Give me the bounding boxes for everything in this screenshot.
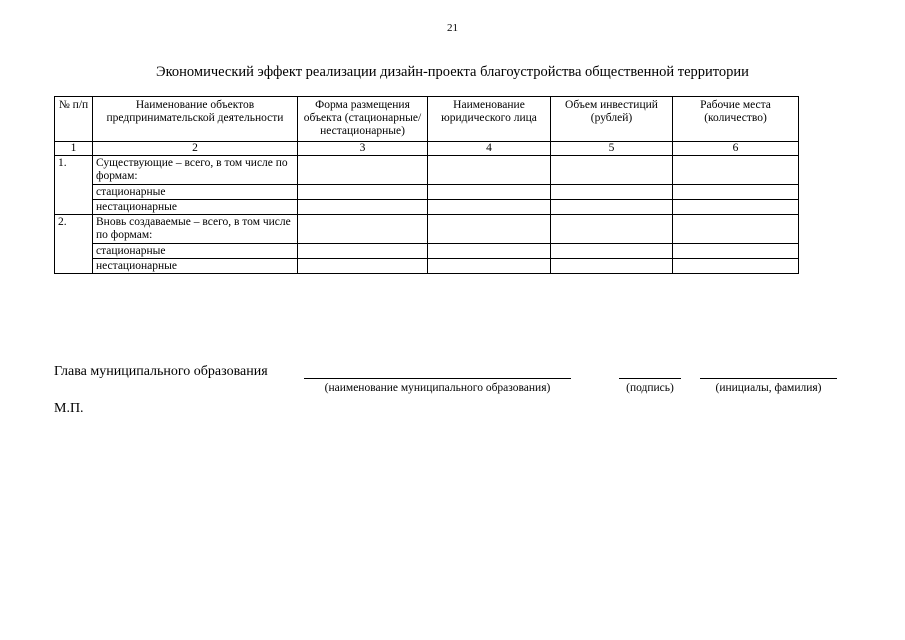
row-label: стационарные [93,244,298,259]
row-label: Существующие – всего, в том числе по формам: [93,156,298,185]
table-cell [551,185,673,200]
table-cell [298,156,428,185]
table-cell [428,244,551,259]
table-cell [428,200,551,215]
column-number: 2 [93,142,298,156]
table-cell [428,185,551,200]
row-index: 1. [55,156,93,215]
name-signature-line [700,378,837,379]
page-number: 21 [447,22,458,34]
table-cell [428,215,551,244]
row-label: Вновь создаваемые – всего, в том числе по формам: [93,215,298,244]
table-cell [551,244,673,259]
table-cell [551,215,673,244]
municipality-caption: (наименование муниципального образования) [324,382,551,394]
economic-effect-table [54,96,799,274]
table-cell [298,259,428,274]
signature-caption: (подпись) [626,382,674,394]
row-label: стационарные [93,185,298,200]
header-number: № п/п [55,97,93,142]
table-cell [673,200,799,215]
table-cell [673,259,799,274]
row-label: нестационарные [93,259,298,274]
column-number-row [55,142,799,156]
table-cell [298,200,428,215]
table-cell [673,215,799,244]
table-cell [298,185,428,200]
signature-line [619,378,681,379]
table-cell [673,185,799,200]
table-cell [428,156,551,185]
table-cell [551,156,673,185]
table-cell [428,259,551,274]
table-row [55,185,799,200]
table-cell [551,259,673,274]
column-number: 3 [298,142,428,156]
name-caption: (инициалы, фамилия) [715,382,822,394]
table-row [55,156,799,185]
signatory-label: Глава муниципального образования [54,364,268,379]
table-cell [551,200,673,215]
table-row [55,200,799,215]
row-label: нестационарные [93,200,298,215]
header-object-name: Наименование объектов предпринимательской деятельности [93,97,298,142]
column-number: 6 [673,142,799,156]
table-cell [673,244,799,259]
table-cell [673,156,799,185]
table-row [55,215,799,244]
header-investment: Объем инвестиций (рублей) [551,97,673,142]
header-placement-form: Форма размещения объекта (стационарные/ нестационарные) [298,97,428,142]
table-row [55,244,799,259]
table-cell [298,244,428,259]
column-number: 5 [551,142,673,156]
row-index: 2. [55,215,93,274]
table-row [55,259,799,274]
table-header-row [55,97,799,142]
column-number: 4 [428,142,551,156]
document-title: Экономический эффект реализации дизайн-проекта благоустройства общественной территории [156,64,749,80]
municipality-signature-line [304,378,571,379]
header-jobs: Рабочие места (количество) [673,97,799,142]
header-legal-entity: Наименование юридического лица [428,97,551,142]
stamp-placeholder: М.П. [54,401,84,416]
column-number: 1 [55,142,93,156]
table-cell [298,215,428,244]
